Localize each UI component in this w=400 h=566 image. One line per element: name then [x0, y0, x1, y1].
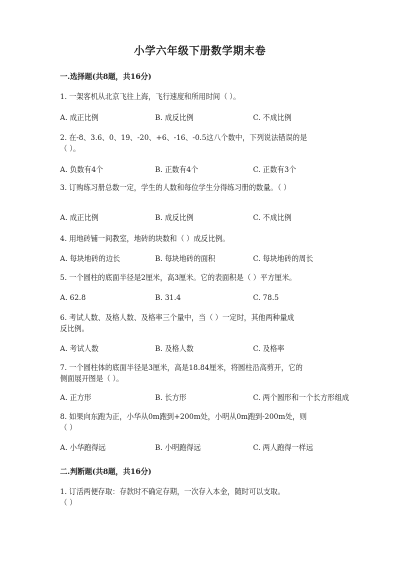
- section-choice-heading: 一.选择题(共8题，共16分): [60, 72, 152, 81]
- question-1: [60, 92, 345, 103]
- option-c[interactable]: C. 不成比例: [253, 113, 292, 122]
- question-5: [60, 273, 345, 284]
- option-b[interactable]: B. 正数有4个: [155, 165, 199, 174]
- option-b[interactable]: B. 小明跑得远: [155, 443, 201, 452]
- question-3-options: [60, 213, 350, 224]
- option-a[interactable]: A. 负数有4个: [60, 165, 104, 174]
- option-a[interactable]: A. 成正比例: [60, 213, 99, 222]
- question-3: [60, 183, 345, 194]
- option-c[interactable]: C. 及格率: [253, 344, 285, 353]
- judgement-1-line2: （ ）: [60, 497, 77, 507]
- question-2-options: [60, 165, 350, 176]
- question-7-line1: 7. 一个圆柱体的底面半径是3厘米，高是18.84厘米，将圆柱沿高剪开，它的: [60, 363, 303, 372]
- question-7-line2: 侧面展开图是（ ）。: [60, 373, 124, 383]
- question-4-text: 4. 用地砖铺一间教室，地砖的块数和（ ）成反比例。: [60, 234, 230, 243]
- judgement-1: [60, 487, 345, 509]
- option-c[interactable]: C. 两个圆形和一个长方形组成: [253, 393, 350, 402]
- question-8-line1: 8. 如果向东跑为正，小华从0m跑到+200m处，小明从0m跑到-200m处，则: [60, 412, 307, 421]
- question-1-text: 1. 一架客机从北京飞往上海，飞行速度和所用时间（ ）。: [60, 92, 241, 101]
- question-4: [60, 234, 345, 245]
- option-b[interactable]: B. 每块地砖的面积: [155, 254, 216, 263]
- question-5-options: [60, 293, 350, 304]
- option-c[interactable]: C. 正数有3个: [253, 165, 297, 174]
- option-c[interactable]: C. 78.5: [253, 293, 279, 302]
- option-c[interactable]: C. 两人跑得一样远: [253, 443, 314, 452]
- section-judgement-heading: 二.判断题(共8题，共16分): [60, 467, 152, 476]
- question-6-line1: 6. 考试人数、及格人数、及格率三个量中，当（ ）一定时，其他两种量成: [60, 313, 295, 322]
- question-7-options: [60, 393, 350, 404]
- question-6: [60, 313, 345, 335]
- option-a[interactable]: A. 每块地砖的边长: [60, 254, 121, 263]
- option-b[interactable]: B. 31.4: [155, 293, 181, 302]
- question-8-options: [60, 443, 350, 454]
- question-2-line1: 2. 在-8、3.6、0、19、-20、+6、-16、-0.5这八个数中，下列说法错误的是: [60, 133, 308, 142]
- question-7: [60, 363, 345, 385]
- question-3-text: 3. 订购练习册总数一定，学生的人数和每位学生分得练习册的数量。（ ）: [60, 183, 291, 192]
- question-6-options: [60, 344, 350, 355]
- option-a[interactable]: A. 成正比例: [60, 113, 99, 122]
- page-title: 小学六年级下册数学期末卷: [134, 45, 266, 57]
- question-2-line2: （ ）。: [60, 143, 81, 153]
- option-a[interactable]: A. 正方形: [60, 393, 92, 402]
- question-1-options: [60, 113, 350, 124]
- option-a[interactable]: A. 考试人数: [60, 344, 99, 353]
- question-8-line2: （ ）: [60, 422, 77, 432]
- question-8: [60, 412, 345, 434]
- option-b[interactable]: B. 长方形: [155, 393, 187, 402]
- question-6-line2: 反比例。: [60, 323, 89, 333]
- option-c[interactable]: C. 不成比例: [253, 213, 292, 222]
- question-4-options: [60, 254, 350, 265]
- option-b[interactable]: B. 及格人数: [155, 344, 194, 353]
- option-a[interactable]: A. 62.8: [60, 293, 86, 302]
- judgement-1-line1: 1. 订活两便存取：存款时不确定存期，一次存入本金，随时可以支取。: [60, 487, 285, 496]
- option-a[interactable]: A. 小华跑得远: [60, 443, 106, 452]
- option-c[interactable]: C. 每块地砖的周长: [253, 254, 314, 263]
- option-b[interactable]: B. 成反比例: [155, 213, 194, 222]
- option-b[interactable]: B. 成反比例: [155, 113, 194, 122]
- question-5-text: 5. 一个圆柱的底面半径是2厘米，高3厘米。它的表面积是（ ）平方厘米。: [60, 273, 297, 282]
- question-2: [60, 133, 345, 155]
